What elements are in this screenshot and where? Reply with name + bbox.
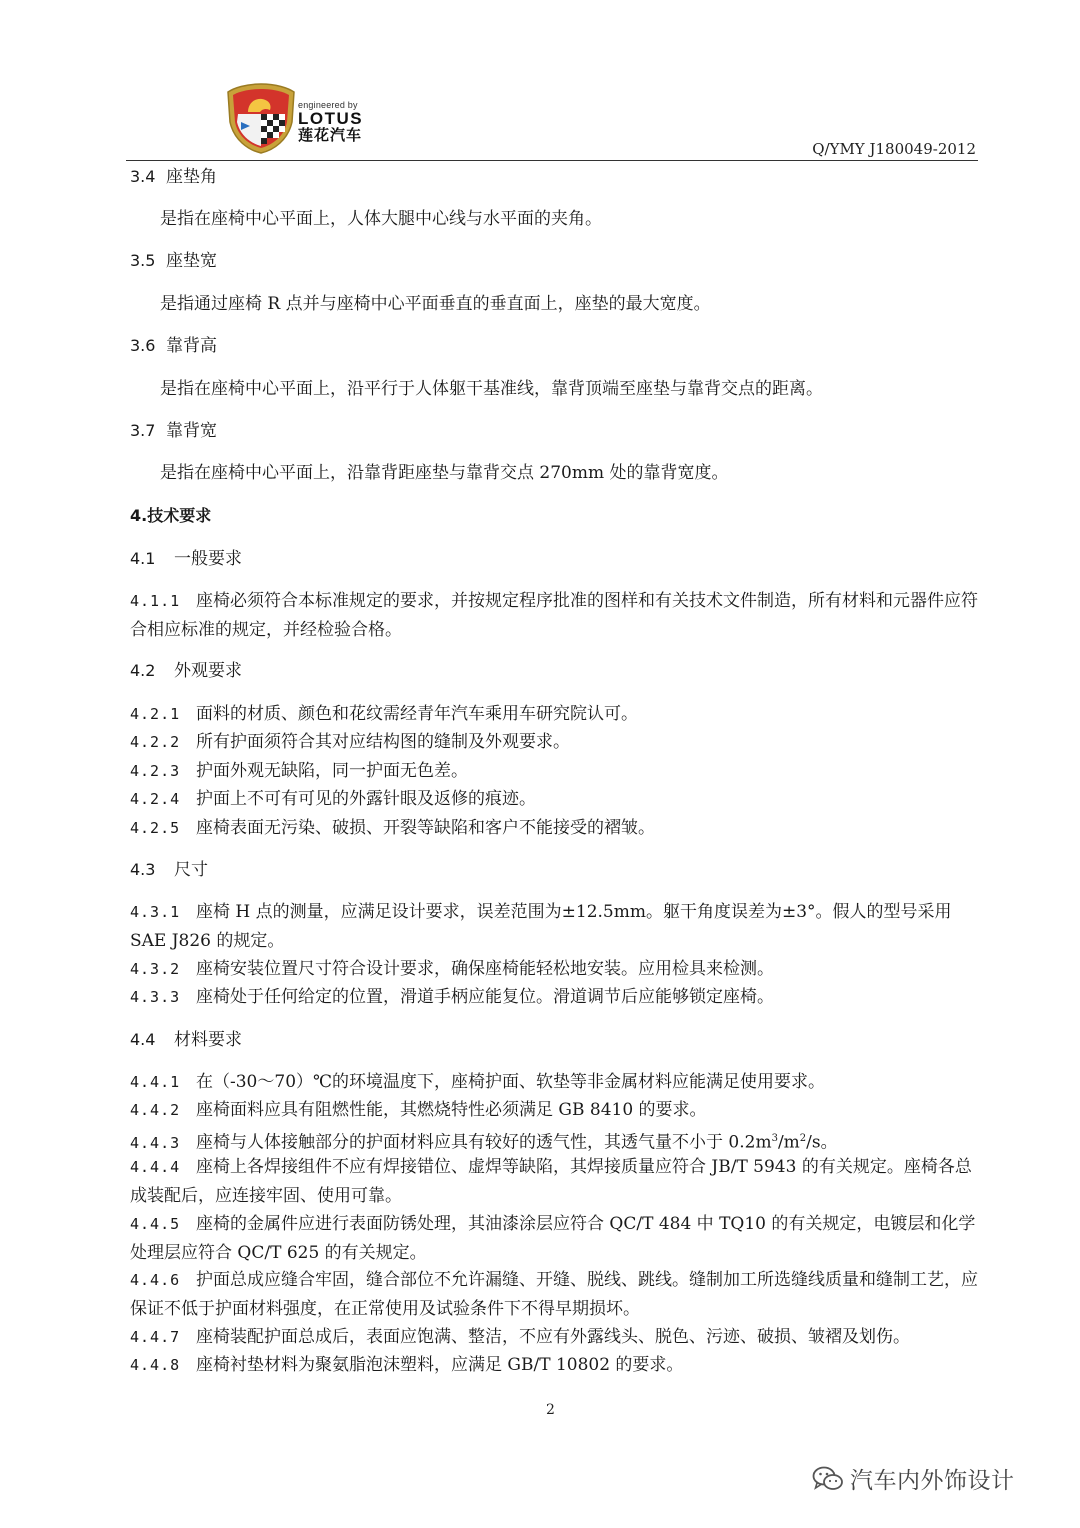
item-4-2-1: 4.2.1 面料的材质、颜色和花纹需经青年汽车乘用车研究院认可。 <box>130 704 638 724</box>
item-4-3-3: 4.3.3 座椅处于任何给定的位置，滑道手柄应能复位。滑道调节后应能够锁定座椅。 <box>130 987 774 1007</box>
section-heading-3-5: 3.5 座垫宽 <box>130 251 217 271</box>
lotus-logo <box>226 82 386 154</box>
logo-chinese-name: 莲花汽车 <box>298 127 363 144</box>
section-heading-4-3: 4.3 尺寸 <box>130 860 208 880</box>
shield-logo-icon <box>226 82 296 154</box>
item-4-4-8: 4.4.8 座椅衬垫材料为聚氨脂泡沫塑料，应满足 GB/T 10802 的要求。 <box>130 1355 684 1375</box>
item-4-2-2: 4.2.2 所有护面须符合其对应结构图的缝制及外观要求。 <box>130 732 570 752</box>
section-text-3-7: 是指在座椅中心平面上，沿靠背距座垫与靠背交点 270mm 处的靠背宽度。 <box>160 463 729 483</box>
item-4-4-5: 4.4.5 座椅的金属件应进行表面防锈处理，其油漆涂层应符合 QC/T 484 中 TQ10 的有关规定，电镀层和化学处理层应符合 QC/T 625 的有关规定。 <box>130 1214 976 1263</box>
section-heading-4-4: 4.4 材料要求 <box>130 1030 242 1050</box>
item-4-4-7: 4.4.7 座椅装配护面总成后，表面应饱满、整洁，不应有外露线头、脱色、污迹、破损、皱褶及划伤。 <box>130 1327 910 1347</box>
section-heading-4-2: 4.2 外观要求 <box>130 661 242 681</box>
item-4-3-2: 4.3.2 座椅安装位置尺寸符合设计要求，确保座椅能轻松地安装。应用检具来检测。 <box>130 959 774 979</box>
section-heading-4: 4.技术要求 <box>130 506 212 525</box>
document-code: Q/YMY J180049-2012 <box>812 140 976 158</box>
item-4-4-2: 4.4.2 座椅面料应具有阻燃性能，其燃烧特性必须满足 GB 8410 的要求。 <box>130 1100 707 1120</box>
wechat-watermark <box>812 1462 1015 1495</box>
logo-engineered-by: engineered by <box>298 100 358 110</box>
wechat-icon <box>812 1465 844 1493</box>
item-4-2-5: 4.2.5 座椅表面无污染、破损、开裂等缺陷和客户不能接受的褶皱。 <box>130 818 655 838</box>
logo-brand: LOTUS <box>298 109 364 128</box>
section-heading-4-1: 4.1 一般要求 <box>130 549 242 569</box>
section-heading-3-7: 3.7 靠背宽 <box>130 421 217 441</box>
item-4-1-1: 4.1.1 座椅必须符合本标准规定的要求，并按规定程序批准的图样和有关技术文件制造，所有材料和元器件应符合相应标准的规定，并经检验合格。 <box>130 591 978 640</box>
item-4-3-1: 4.3.1 座椅 H 点的测量，应满足设计要求，误差范围为±12.5mm。躯干角度误差为±3°。假人的型号采用 SAE J826 的规定。 <box>130 902 952 951</box>
section-heading-3-6: 3.6 靠背高 <box>130 336 217 356</box>
item-4-4-6: 4.4.6 护面总成应缝合牢固，缝合部位不允许漏缝、开缝、脱线、跳线。缝制加工所选缝线质量和缝制工艺，应保证不低于护面材料强度，在正常使用及试验条件下不得早期损坏。 <box>130 1270 978 1319</box>
section-text-3-5: 是指通过座椅 R 点并与座椅中心平面垂直的垂直面上，座垫的最大宽度。 <box>160 294 711 314</box>
watermark-text: 汽车内外饰设计 <box>850 1468 1015 1494</box>
header-divider <box>126 160 978 161</box>
item-4-4-1: 4.4.1 在（-30～70）℃的环境温度下，座椅护面、软垫等非金属材料应能满足使用要求。 <box>130 1072 826 1092</box>
item-4-4-4: 4.4.4 座椅上各焊接组件不应有焊接错位、虚焊等缺陷，其焊接质量应符合 JB/T 5943 的有关规定。座椅各总成装配后，应连接牢固、使用可靠。 <box>130 1157 972 1206</box>
item-4-4-3: 4.4.3 座椅与人体接触部分的护面材料应具有较好的透气性，其透气量不小于 $0.2m^3/m^2/s$。 <box>130 1132 838 1153</box>
page-number: 2 <box>546 1402 555 1418</box>
section-heading-3-4: 3.4 座垫角 <box>130 167 217 187</box>
section-text-3-4: 是指在座椅中心平面上，人体大腿中心线与水平面的夹角。 <box>160 209 602 229</box>
section-text-3-6: 是指在座椅中心平面上，沿平行于人体躯干基准线，靠背顶端至座垫与靠背交点的距离。 <box>160 379 823 399</box>
item-4-2-4: 4.2.4 护面上不可有可见的外露针眼及返修的痕迹。 <box>130 789 536 809</box>
item-4-2-3: 4.2.3 护面外观无缺陷，同一护面无色差。 <box>130 761 468 781</box>
